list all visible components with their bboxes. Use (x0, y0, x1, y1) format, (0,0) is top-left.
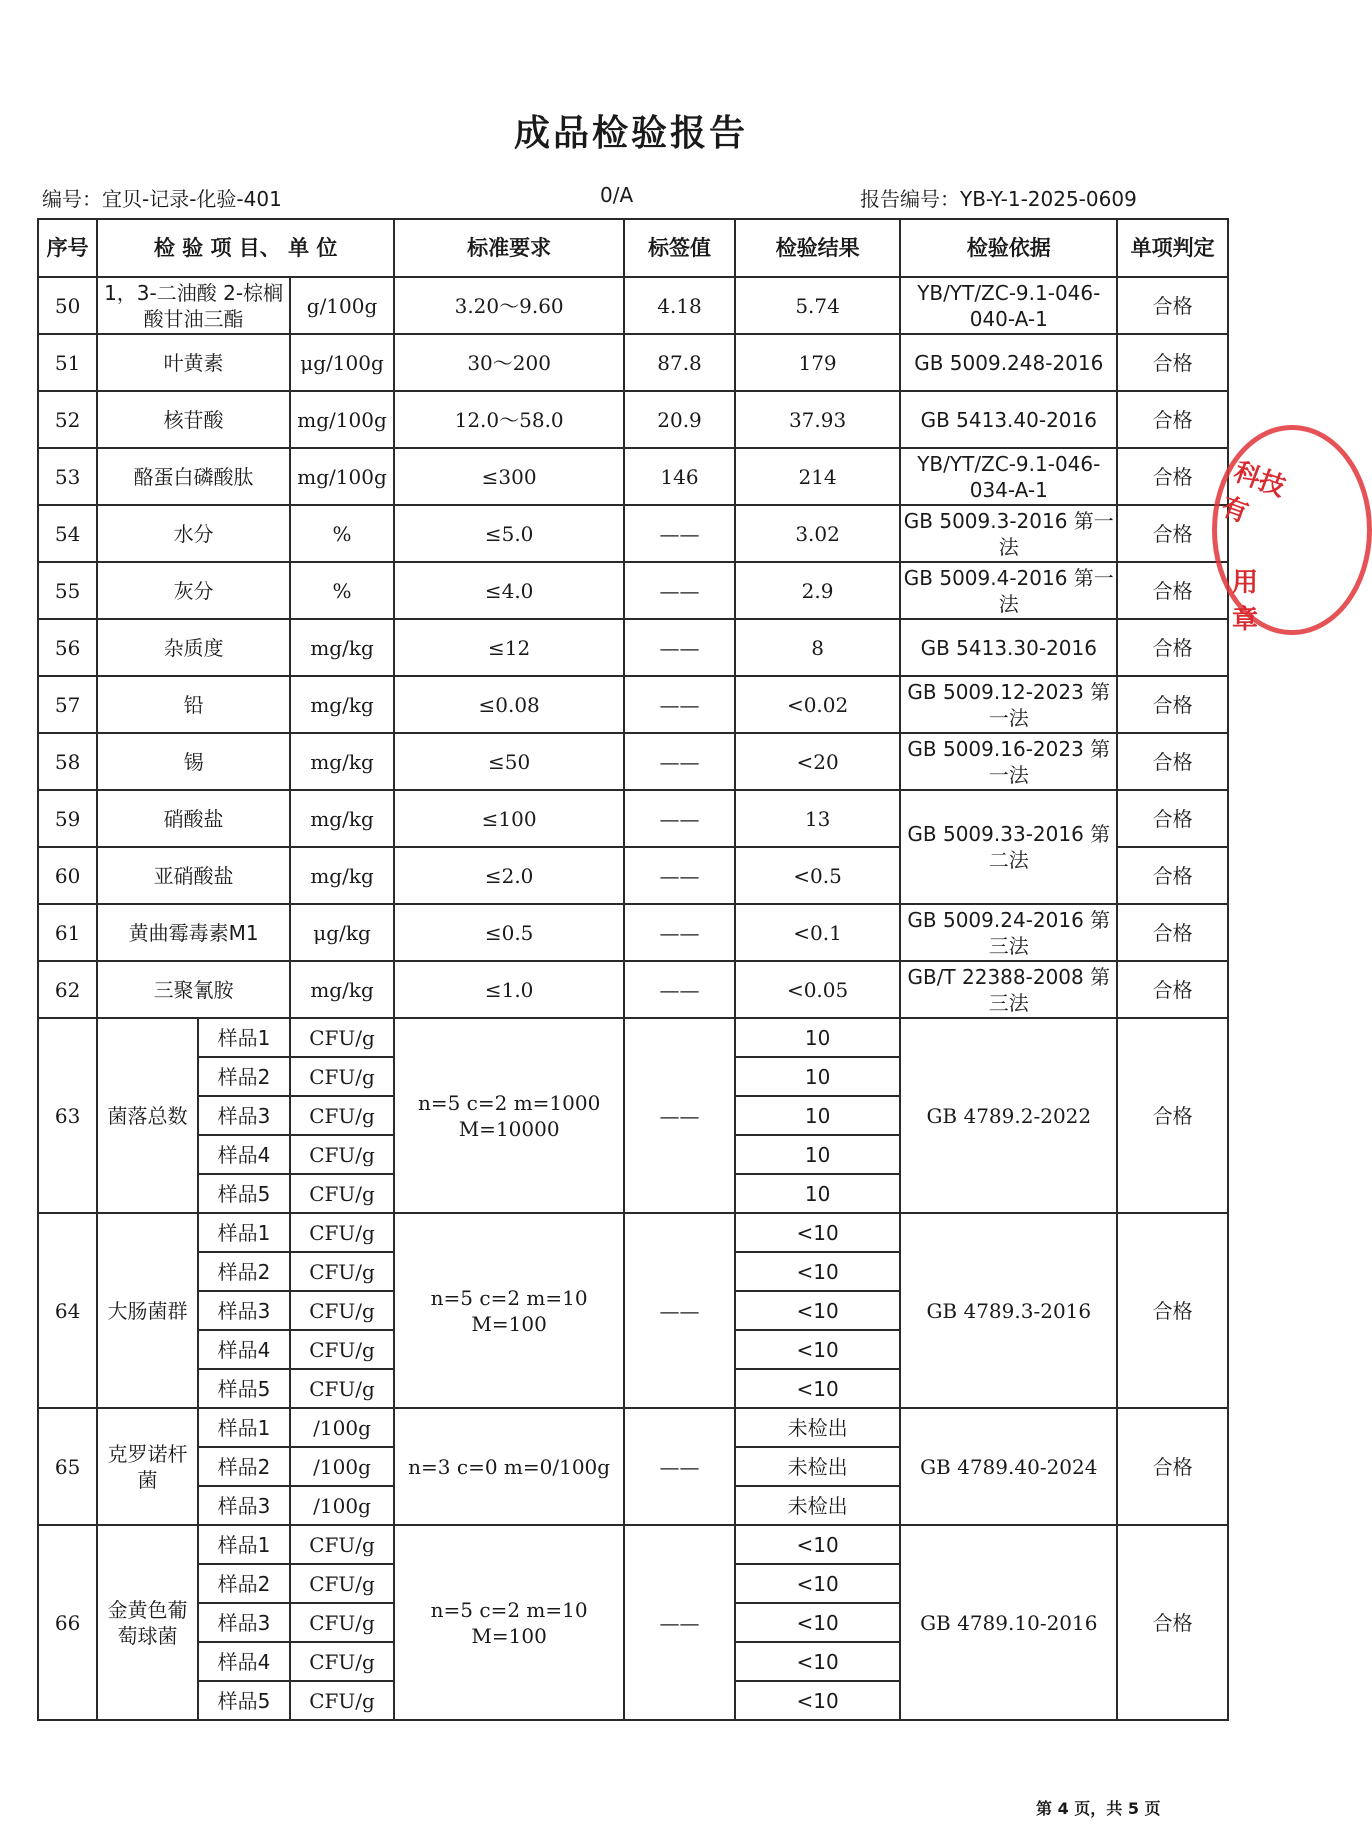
header-result: 检验结果 (735, 219, 900, 277)
report-title: 成品检验报告 (513, 113, 748, 154)
header-row (38, 219, 1228, 277)
row-unit: % (290, 562, 394, 619)
row-judgement: 合格 (1117, 562, 1228, 619)
row-label-value: 87.8 (624, 334, 735, 391)
sample-result: 10 (735, 1096, 900, 1135)
row-standard: ≤12 (394, 619, 624, 676)
row-label-value: —— (624, 961, 735, 1018)
micro-seq: 65 (38, 1408, 97, 1525)
row-basis: GB 5009.16-2023 第一法 (900, 733, 1117, 790)
row-standard: ≤100 (394, 790, 624, 847)
row-unit: % (290, 505, 394, 562)
sample-name: 样品5 (198, 1681, 290, 1720)
row-basis: YB/YT/ZC-9.1-046-040-A-1 (900, 277, 1117, 334)
row-result: 214 (735, 448, 900, 505)
sample-result: <10 (735, 1564, 900, 1603)
row-standard: 12.0～58.0 (394, 391, 624, 448)
micro-sample-row (38, 1525, 1228, 1564)
row-result: 37.93 (735, 391, 900, 448)
table-row (38, 277, 1228, 334)
table-row (38, 904, 1228, 961)
micro-judgement: 合格 (1117, 1018, 1228, 1213)
sample-unit: CFU/g (290, 1174, 394, 1213)
row-basis: YB/YT/ZC-9.1-046-034-A-1 (900, 448, 1117, 505)
sample-name: 样品2 (198, 1057, 290, 1096)
sample-unit: CFU/g (290, 1681, 394, 1720)
row-seq: 53 (38, 448, 97, 505)
row-basis: GB 5009.12-2023 第一法 (900, 676, 1117, 733)
sample-name: 样品2 (198, 1447, 290, 1486)
row-seq: 58 (38, 733, 97, 790)
row-unit: mg/100g (290, 448, 394, 505)
row-unit: μg/kg (290, 904, 394, 961)
sample-result: <10 (735, 1252, 900, 1291)
row-unit: mg/kg (290, 847, 394, 904)
sample-name: 样品4 (198, 1642, 290, 1681)
sample-name: 样品5 (198, 1369, 290, 1408)
sample-result: <10 (735, 1369, 900, 1408)
row-label-value: —— (624, 562, 735, 619)
header-standard: 标准要求 (394, 219, 624, 277)
sample-unit: CFU/g (290, 1057, 394, 1096)
sample-name: 样品3 (198, 1096, 290, 1135)
sample-unit: CFU/g (290, 1603, 394, 1642)
row-judgement: 合格 (1117, 391, 1228, 448)
row-result: 8 (735, 619, 900, 676)
row-result: 5.74 (735, 277, 900, 334)
sample-result: 10 (735, 1174, 900, 1213)
row-item: 水分 (97, 505, 290, 562)
row-basis: GB 5009.4-2016 第一法 (900, 562, 1117, 619)
micro-basis: GB 4789.3-2016 (900, 1213, 1117, 1408)
sample-result: 未检出 (735, 1408, 900, 1447)
row-item: 亚硝酸盐 (97, 847, 290, 904)
row-result: <0.02 (735, 676, 900, 733)
seal-text-bottom: 用章 (1232, 568, 1259, 635)
micro-sample-row (38, 1213, 1228, 1252)
row-judgement: 合格 (1117, 676, 1228, 733)
row-judgement: 合格 (1117, 619, 1228, 676)
row-unit: mg/kg (290, 676, 394, 733)
row-seq: 55 (38, 562, 97, 619)
row-standard: ≤2.0 (394, 847, 624, 904)
row-item: 叶黄素 (97, 334, 290, 391)
table-row (38, 334, 1228, 391)
row-label-value: —— (624, 619, 735, 676)
sample-result: <10 (735, 1603, 900, 1642)
micro-basis: GB 4789.40-2024 (900, 1408, 1117, 1525)
micro-item: 菌落总数 (97, 1018, 198, 1213)
header-item-unit: 检 验 项 目、 单 位 (97, 219, 394, 277)
inspection-table (37, 218, 1229, 1721)
table-row (38, 562, 1228, 619)
row-standard: ≤300 (394, 448, 624, 505)
micro-seq: 64 (38, 1213, 97, 1408)
sample-unit: CFU/g (290, 1096, 394, 1135)
row-judgement: 合格 (1117, 790, 1228, 847)
sample-unit: CFU/g (290, 1291, 394, 1330)
sample-unit: CFU/g (290, 1213, 394, 1252)
row-basis: GB 5009.33-2016 第二法 (900, 790, 1117, 904)
micro-item: 克罗诺杆菌 (97, 1408, 198, 1525)
micro-basis: GB 4789.2-2022 (900, 1018, 1117, 1213)
row-result: <0.05 (735, 961, 900, 1018)
row-unit: mg/100g (290, 391, 394, 448)
sample-name: 样品2 (198, 1564, 290, 1603)
row-result: 13 (735, 790, 900, 847)
sample-name: 样品3 (198, 1291, 290, 1330)
micro-label-value: —— (624, 1018, 735, 1213)
micro-label-value: —— (624, 1213, 735, 1408)
table-row (38, 619, 1228, 676)
row-basis: GB/T 22388-2008 第三法 (900, 961, 1117, 1018)
sample-result: 10 (735, 1057, 900, 1096)
micro-seq: 63 (38, 1018, 97, 1213)
micro-sample-row (38, 1018, 1228, 1057)
sample-unit: CFU/g (290, 1564, 394, 1603)
micro-judgement: 合格 (1117, 1408, 1228, 1525)
row-item: 硝酸盐 (97, 790, 290, 847)
sample-unit: /100g (290, 1486, 394, 1525)
row-label-value: —— (624, 676, 735, 733)
row-result: <0.1 (735, 904, 900, 961)
header-judgement: 单项判定 (1117, 219, 1228, 277)
row-basis: GB 5009.24-2016 第三法 (900, 904, 1117, 961)
version: 0/A (600, 183, 634, 207)
row-judgement: 合格 (1117, 961, 1228, 1018)
row-seq: 56 (38, 619, 97, 676)
row-unit: mg/kg (290, 619, 394, 676)
table-row (38, 448, 1228, 505)
row-item: 杂质度 (97, 619, 290, 676)
header-seq: 序号 (38, 219, 97, 277)
row-unit: mg/kg (290, 790, 394, 847)
micro-standard: n=5 c=2 m=1000 M=10000 (394, 1018, 624, 1213)
row-basis: GB 5413.40-2016 (900, 391, 1117, 448)
sample-name: 样品1 (198, 1213, 290, 1252)
row-judgement: 合格 (1117, 277, 1228, 334)
row-result: <20 (735, 733, 900, 790)
row-standard: ≤1.0 (394, 961, 624, 1018)
row-seq: 51 (38, 334, 97, 391)
sample-name: 样品1 (198, 1018, 290, 1057)
micro-seq: 66 (38, 1525, 97, 1720)
sample-result: 10 (735, 1135, 900, 1174)
micro-judgement: 合格 (1117, 1213, 1228, 1408)
row-item: 铅 (97, 676, 290, 733)
sample-result: <10 (735, 1213, 900, 1252)
sample-result: <10 (735, 1642, 900, 1681)
sample-unit: CFU/g (290, 1135, 394, 1174)
row-standard: ≤5.0 (394, 505, 624, 562)
row-judgement: 合格 (1117, 505, 1228, 562)
sample-unit: /100g (290, 1447, 394, 1486)
micro-sample-row (38, 1408, 1228, 1447)
row-result: 2.9 (735, 562, 900, 619)
sample-name: 样品1 (198, 1408, 290, 1447)
row-item: 酪蛋白磷酸肽 (97, 448, 290, 505)
sample-name: 样品4 (198, 1330, 290, 1369)
row-standard: 3.20～9.60 (394, 277, 624, 334)
row-basis: GB 5413.30-2016 (900, 619, 1117, 676)
row-seq: 59 (38, 790, 97, 847)
row-standard: ≤0.08 (394, 676, 624, 733)
table-row (38, 790, 1228, 847)
row-basis: GB 5009.3-2016 第一法 (900, 505, 1117, 562)
sample-result: <10 (735, 1681, 900, 1720)
row-result: 179 (735, 334, 900, 391)
micro-judgement: 合格 (1117, 1525, 1228, 1720)
row-label-value: 20.9 (624, 391, 735, 448)
micro-standard: n=3 c=0 m=0/100g (394, 1408, 624, 1525)
row-standard: ≤50 (394, 733, 624, 790)
row-seq: 62 (38, 961, 97, 1018)
sample-result: <10 (735, 1291, 900, 1330)
row-label-value: —— (624, 790, 735, 847)
sample-unit: CFU/g (290, 1330, 394, 1369)
sample-result: 未检出 (735, 1486, 900, 1525)
micro-label-value: —— (624, 1525, 735, 1720)
sample-unit: CFU/g (290, 1525, 394, 1564)
row-item: 黄曲霉毒素M1 (97, 904, 290, 961)
row-seq: 50 (38, 277, 97, 334)
sample-unit: /100g (290, 1408, 394, 1447)
micro-item: 大肠菌群 (97, 1213, 198, 1408)
record-number: 编号：宜贝-记录-化验-401 (42, 187, 282, 211)
row-label-value: —— (624, 733, 735, 790)
row-standard: ≤4.0 (394, 562, 624, 619)
row-item: 锡 (97, 733, 290, 790)
row-item: 三聚氰胺 (97, 961, 290, 1018)
row-seq: 60 (38, 847, 97, 904)
table-row (38, 733, 1228, 790)
micro-standard: n=5 c=2 m=10 M=100 (394, 1213, 624, 1408)
row-judgement: 合格 (1117, 904, 1228, 961)
row-label-value: —— (624, 505, 735, 562)
sample-name: 样品3 (198, 1603, 290, 1642)
sample-result: <10 (735, 1525, 900, 1564)
header-basis: 检验依据 (900, 219, 1117, 277)
row-label-value: —— (624, 847, 735, 904)
header-label-value: 标签值 (624, 219, 735, 277)
row-seq: 57 (38, 676, 97, 733)
row-seq: 52 (38, 391, 97, 448)
sample-unit: CFU/g (290, 1642, 394, 1681)
row-result: <0.5 (735, 847, 900, 904)
row-basis: GB 5009.248-2016 (900, 334, 1117, 391)
page-footer: 第 4 页，共 5 页 (1036, 1799, 1161, 1818)
report-number: 报告编号：YB-Y-1-2025-0609 (860, 187, 1137, 211)
table-row (38, 505, 1228, 562)
micro-basis: GB 4789.10-2016 (900, 1525, 1117, 1720)
micro-item: 金黄色葡萄球菌 (97, 1525, 198, 1720)
table-row (38, 961, 1228, 1018)
sample-unit: CFU/g (290, 1369, 394, 1408)
sample-name: 样品2 (198, 1252, 290, 1291)
sample-unit: CFU/g (290, 1018, 394, 1057)
row-item: 1，3-二油酸 2-棕榈酸甘油三酯 (97, 277, 290, 334)
sample-result: <10 (735, 1330, 900, 1369)
row-unit: g/100g (290, 277, 394, 334)
row-judgement: 合格 (1117, 448, 1228, 505)
row-label-value: —— (624, 904, 735, 961)
sample-name: 样品1 (198, 1525, 290, 1564)
row-judgement: 合格 (1117, 847, 1228, 904)
table-row (38, 676, 1228, 733)
row-label-value: 4.18 (624, 277, 735, 334)
sample-result: 10 (735, 1018, 900, 1057)
row-seq: 54 (38, 505, 97, 562)
row-result: 3.02 (735, 505, 900, 562)
sample-name: 样品5 (198, 1174, 290, 1213)
row-standard: ≤0.5 (394, 904, 624, 961)
seal-text-top: 科技有 (1217, 456, 1290, 529)
sample-result: 未检出 (735, 1447, 900, 1486)
row-unit: mg/kg (290, 961, 394, 1018)
sample-name: 样品4 (198, 1135, 290, 1174)
micro-standard: n=5 c=2 m=10 M=100 (394, 1525, 624, 1720)
row-judgement: 合格 (1117, 334, 1228, 391)
row-judgement: 合格 (1117, 733, 1228, 790)
row-item: 灰分 (97, 562, 290, 619)
sample-unit: CFU/g (290, 1252, 394, 1291)
row-unit: mg/kg (290, 733, 394, 790)
row-seq: 61 (38, 904, 97, 961)
row-label-value: 146 (624, 448, 735, 505)
table-row (38, 391, 1228, 448)
sample-name: 样品3 (198, 1486, 290, 1525)
row-unit: μg/100g (290, 334, 394, 391)
micro-label-value: —— (624, 1408, 735, 1525)
row-item: 核苷酸 (97, 391, 290, 448)
row-standard: 30～200 (394, 334, 624, 391)
